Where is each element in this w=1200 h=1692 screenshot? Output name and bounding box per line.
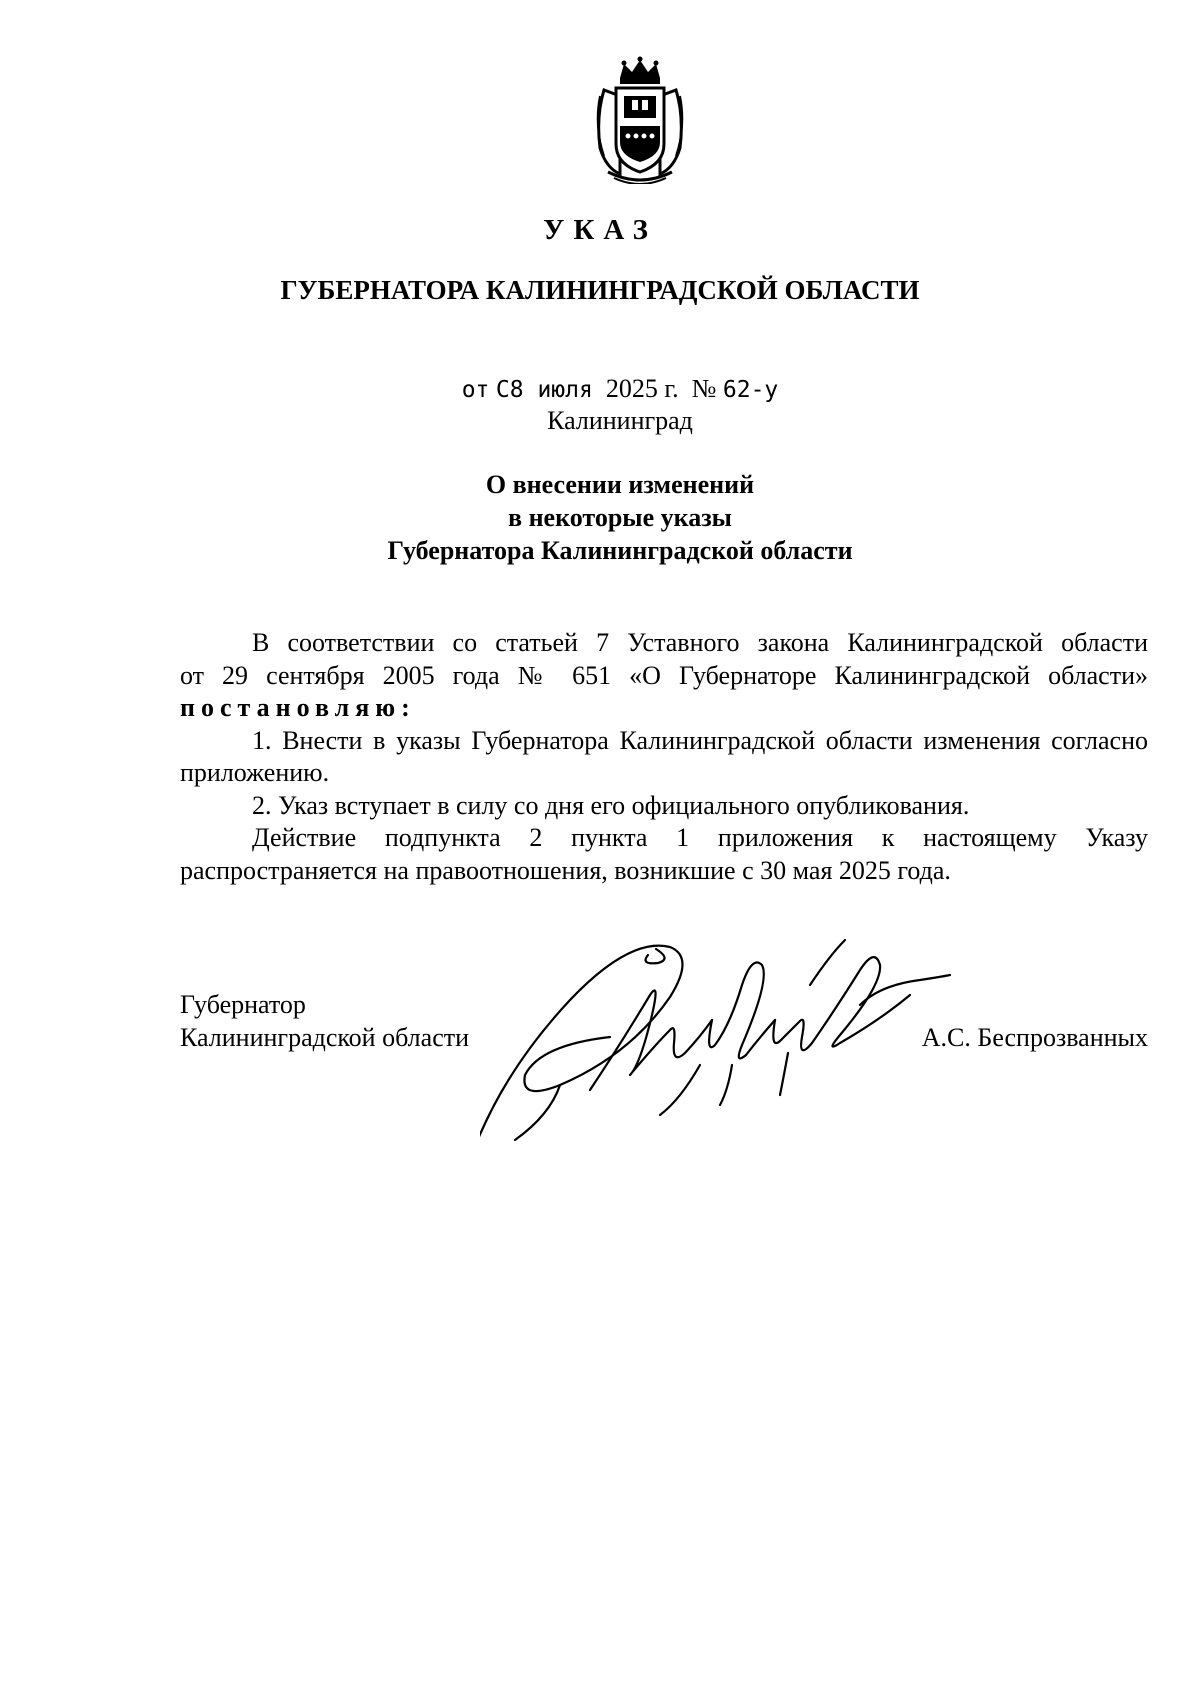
document-type-title: УКАЗ bbox=[543, 214, 657, 246]
subject-line-2: в некоторые указы bbox=[508, 503, 732, 532]
document-body bbox=[180, 627, 1148, 887]
signatory-position-line-2: Калининградской области bbox=[180, 1023, 470, 1052]
preamble-line-1: В соответствии со статьей 7 Уставного закона Калининградской области bbox=[252, 628, 1148, 657]
issuer-title: ГУБЕРНАТОРА КАЛИНИНГРАДСКОЙ ОБЛАСТИ bbox=[280, 275, 920, 305]
date-number-line bbox=[0, 373, 1200, 406]
resolve-word bbox=[180, 692, 1148, 725]
handwritten-signature-icon bbox=[480, 925, 960, 1170]
signatory-position bbox=[180, 988, 469, 1054]
preamble-line-2: от 29 сентября 2005 года № 651 «О Губернаторе Калининградской области» bbox=[180, 660, 1148, 690]
item-1: 1. Внести в указы Губернатора Калининградской области изменения согласно приложению. bbox=[180, 725, 1148, 787]
coat-of-arms-icon bbox=[590, 56, 690, 184]
signatory-name: А.С. Беспрозванных bbox=[921, 1023, 1148, 1052]
item-2: 2. Указ вступает в силу со дня его официального опубликования. bbox=[252, 790, 970, 820]
subject-line-3: Губернатора Калининградской области bbox=[387, 536, 853, 565]
resolve-word-text: постановляю: bbox=[180, 693, 416, 722]
date-day-month: С8 июля bbox=[495, 377, 593, 403]
date-prefix: от bbox=[461, 377, 490, 403]
document-number: 62-у bbox=[722, 377, 779, 403]
item-3: Действие подпункта 2 пункта 1 приложения к настоящему Указу распространяется на правоотношения, возникшие с 30 мая 2025 года. bbox=[180, 823, 1148, 885]
number-sign: № bbox=[691, 374, 717, 403]
city-name: Калининград bbox=[547, 406, 693, 435]
subject-line-1: О внесении изменений bbox=[485, 470, 755, 499]
signatory-position-line-1: Губернатор bbox=[180, 990, 306, 1019]
date-year: 2025 г. bbox=[605, 374, 679, 403]
document-subject bbox=[0, 468, 1200, 567]
